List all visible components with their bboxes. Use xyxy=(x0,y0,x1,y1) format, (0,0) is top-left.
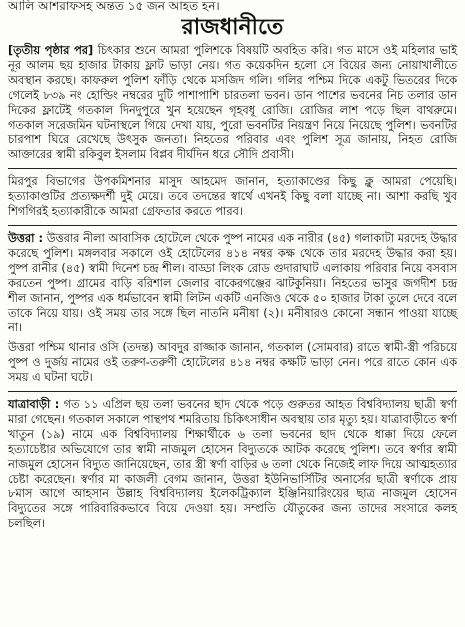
previous-article-last-line: আলি আশরাফসহ অন্তত ১৫ জন আহত হন। xyxy=(8,0,220,13)
paragraph-1-text: চিৎকার শুনে আমরা পুলিশকে বিষয়টি অবহিত করি। গত মাসে ওই মহিলার ভাই নূর আলম ছয় হাজার টাকায় ফ্লাট ভাড়া নেয়। গত কয়েকদিন হলো সে বিয়ের জন্য নোয়াখালীতে অবস্থান করছে। কাফরুল পুলিশ ফাঁড়ি থেকে মসজিদ গলি। গলির পশ্চিম দিকে একটু ভিতরের দিকে গেলেই ৮৩৯ নং হোল্ডিং নম্বরের দুটি পাশাপাশি চারতলা ভবন। ডান পাশের ভবনের নিচ তলার ডান দিকের ফ্লাটেই গতকাল দিনদুপুরে খুন হয়েছেন গৃহবধূ রোজি। রোজির লাশ পড়ে ছিল বাথরুমে। গতকাল সরেজমিন ঘটনাস্থলে গিয়ে দেখা যায়, পুরো ভবনটির নিয়ন্ত্রণ নিয়ে নিয়েছে পুলিশ। ভবনটির চারপাশ ঘিরে রেখেছে উৎসুক জনতা। নিহতের পরিবার এবং পুলিশ সূত্র জানায়, নিহত রোজি আক্তারের স্বামী রকিবুল ইসলাম বিপ্লব দীর্ঘদিন ধরে সৌদি প্রবাসী। xyxy=(8,44,458,162)
headline: রাজধানীতে xyxy=(181,15,284,40)
paragraph-3-text: উত্তরার নীলা আবাসিক হোটেলে থেকে পুষ্প নামের এক নারীর (৪৫) গলাকাটা মরদেহ উদ্ধার করেছে পুলিশ। মঙ্গলবার সকালে ওই হোটেলের ৪১৪ নম্বর কক্ষ থেকে তার মরদেহ উদ্ধার করা হয়। পুষ্প রানীর (৪৫) স্বামী দিনেশ চন্দ্র শীল। বাড্ডা লিংক রোড গুদারাঘাট এলাকায় পরিবার নিয়ে বসবাস করতেন পুষ্প। গ্রামের বাড়ি বরিশাল জেলার বাকেরগঞ্জের ঝাটকুনিয়া। নিহতের ভাসুর জগদীশ চন্দ্র শীল জানান, পুষ্পর এক ধর্মভাবেন স্বামী লিটন একটি এনজিও থেকে ৫০ হাজার টাকা তুলে দেবে বলে তাকে নিয়ে যায়। ওই সময় তার সঙ্গে ছিল নাতনি মনীষা (২)। মনীষারও কোনো সন্ধান পাওয়া যাচ্ছে না। xyxy=(8,231,458,335)
paragraph-3 xyxy=(8,232,457,336)
divider-1 xyxy=(8,168,457,169)
paragraph-1 xyxy=(8,44,457,163)
uttara-lead: উত্তরা : xyxy=(8,231,43,245)
continued-label: [তৃতীয় পৃষ্ঠার পর] xyxy=(8,44,94,57)
paragraph-5-text: গত ১১ এপ্রিল ছয় তলা ভবনের ছাদ থেকে পড়ে গুরুতর আহত বিশ্ববিদ্যালয় ছাত্রী স্বর্ণা মারা গেছেন। গতকাল সকালে পান্থপথ শমরিতায় চিকিৎসাধীন অবস্থায় তার মৃত্যু হয়। যাত্রাবাড়ীতে স্বর্ণা খাতুন (১৯) নামে এক বিশ্ববিদ্যালয় শিক্ষার্থীকে ৬ তলা ভবনের ছাদ থেকে ধাক্কা দিয়ে ফেলে হত্যাচেষ্টার অভিযোগে তার স্বামী নাজমুল হোসেন বিদ্যুতকে আটক করেছে পুলিশ। তবে স্বর্ণার স্বামী নাজমুল হোসেন বিদ্যুত জানিয়েছেন, তার স্ত্রী স্বর্ণা বাড়ির ৬ তলা থেকে নিজেই লাফ দিয়ে আত্মহত্যার চেষ্টা করেছেন। স্বর্ণার মা কাজলী বেগম জানান, উত্তরা ইউনিভার্সিটির অনার্সের ছাত্রী স্বর্ণাকে প্রায় ৮মাস আগে আহসান উল্লাহ বিশ্ববিদ্যালয় ইলেকট্রিক্যাল ইঞ্জিনিয়ারিংয়ের ছাত্র নাজমুল হোসেন বিদ্যুতের সঙ্গে পারিবারিকভাবে বিয়ে দেওয়া হয়। সম্প্রতি যৌতুকের জন্য তাদের সংসারে কলহ চলছিল। xyxy=(8,398,458,531)
paragraph-5 xyxy=(8,398,457,532)
paragraph-2: মিরপুর বিভাগের উপকমিশনার মাসুদ আহমেদ জানান, হত্যাকাণ্ডের কিছু ক্লু আমরা পেয়েছি। হত্যাকাণ্ডটির প্রত্যক্ষদর্শী দুই মেয়ে। তবে তদন্তের স্বার্থে এখনই কিছু বলা যাচ্ছে না। আশা করছি খুব শিগগিরই হত্যাকারীকে আমরা গ্রেফতার করতে পারব। xyxy=(8,175,457,219)
divider-2 xyxy=(8,225,457,226)
divider-3 xyxy=(8,391,457,392)
paragraph-4: উত্তরা পশ্চিম থানার ওসি (তদন্ত) আবদুর রাজ্জাক জানান, গতকাল (সোমবার) রাতে স্বামী-স্ত্রী পরিচয়ে পুষ্প ও দুর্জয় নামের ওই তরুণ-তরুণী হোটেলের ৪১৪ নম্বর কক্ষটি ভাড়া নেন। পরে রাতে কোন এক সময় এ ঘটনা ঘটে। xyxy=(8,341,458,385)
article-body xyxy=(8,44,457,627)
jatrabari-lead: যাত্রাবাড়ী : xyxy=(8,398,60,412)
